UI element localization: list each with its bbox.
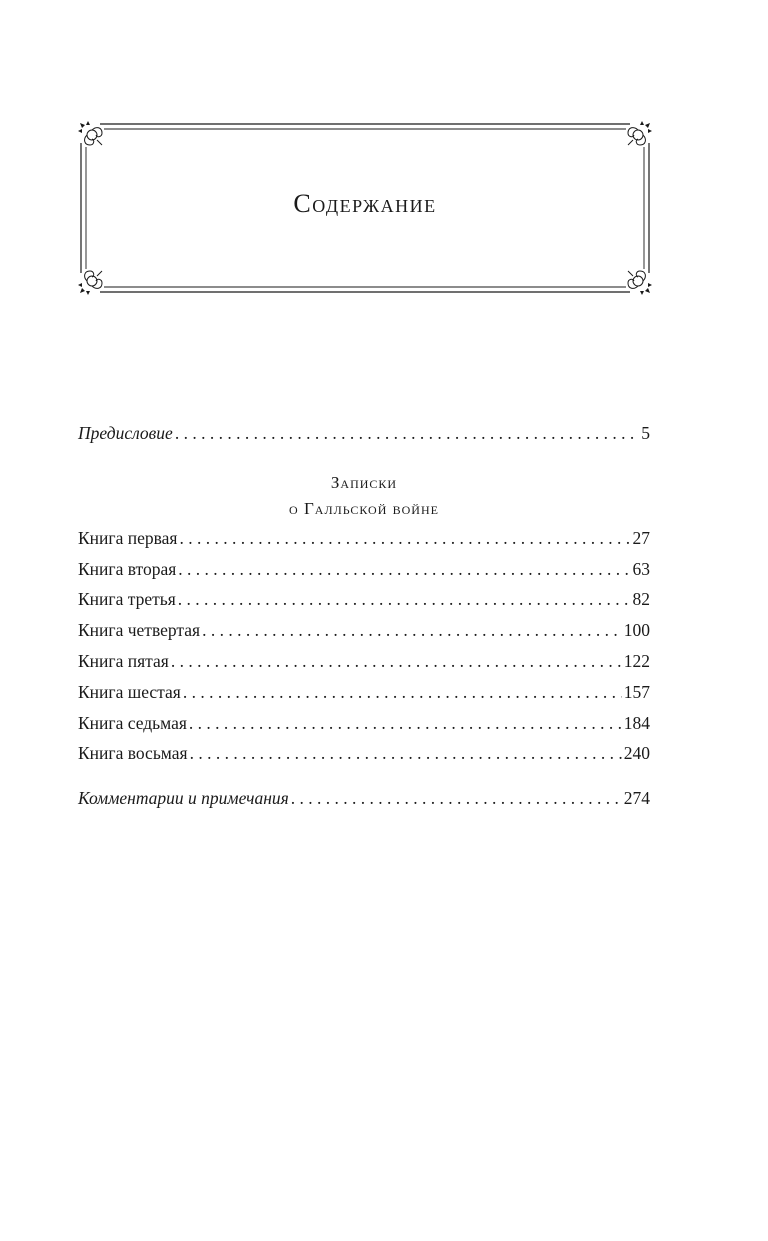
toc-entry-page: 82 [632,589,650,609]
toc-entry-book-3 [78,587,650,611]
toc-entry-preface [78,421,650,445]
toc-entry-page: 240 [623,743,650,763]
section-heading [78,470,650,522]
toc-dot-leader [291,786,622,810]
toc-entry-label: Книга вторая [78,559,177,579]
page-title: Содержание [293,189,437,218]
toc-entry-label: Предисловие [78,423,173,443]
toc-entry-label: Книга пятая [78,651,169,671]
toc-entry-commentary [78,786,650,810]
toc-entry-book-1 [78,526,650,550]
toc-dot-leader [202,618,622,642]
toc-entry-book-2 [78,557,650,581]
toc-entry-label: Книга четвертая [78,620,201,640]
toc-entry-page: 63 [632,559,650,579]
toc-entry-book-8 [78,741,650,765]
toc-entry-page: 184 [623,713,650,733]
toc-dot-leader [189,711,622,735]
toc-entry-label: Книга седьмая [78,713,187,733]
toc-entry-book-5 [78,649,650,673]
toc-entry-label: Книга третья [78,589,176,609]
toc-entry-page: 122 [623,651,650,671]
toc-entry-page: 157 [623,682,650,702]
toc-entry-label: Книга шестая [78,682,181,702]
toc-entry-book-7 [78,711,650,735]
toc-dot-leader [183,680,622,704]
toc-entry-book-4 [78,618,650,642]
toc-dot-leader [171,649,622,673]
toc-entry-label: Книга первая [78,528,178,548]
toc-dot-leader [178,587,631,611]
toc-dot-leader [179,526,630,550]
toc-entry-book-6 [78,680,650,704]
toc-dot-leader [190,741,622,765]
toc-entry-label: Комментарии и примечания [78,788,289,808]
section-heading-line-1: Записки [330,473,398,492]
corner-ornament-icon [78,121,102,145]
toc-dot-leader [178,557,630,581]
toc-entry-page: 5 [641,423,650,443]
toc-entry-page: 100 [623,620,650,640]
toc-entry-page: 274 [623,788,650,808]
title-frame [78,121,652,295]
section-heading-line-2: о Галльской войне [289,499,439,518]
toc-entry-label: Книга восьмая [78,743,188,763]
toc-dot-leader [175,421,639,445]
toc-entry-page: 27 [632,528,650,548]
